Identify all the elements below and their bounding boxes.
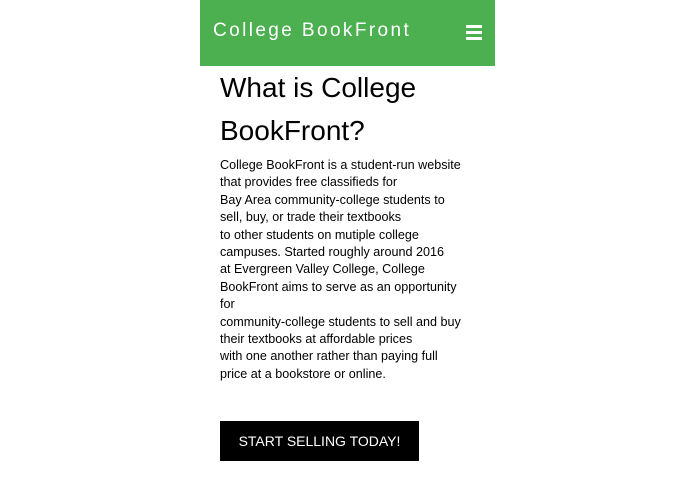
about-section <box>220 66 495 449</box>
description-line: that provides free classifieds for <box>220 175 398 190</box>
navbar <box>200 0 495 66</box>
brand-logo-link[interactable]: College BookFront <box>213 20 412 41</box>
description-line: price at a bookstore or online. <box>220 366 386 381</box>
description-line: BookFront aims to serve as an opportunity <box>220 279 457 294</box>
description <box>220 157 495 383</box>
description-line: sell, buy, or trade their textbooks <box>220 210 402 225</box>
page-title <box>220 66 495 152</box>
description-line: campuses. Started roughly around 2016 <box>220 245 445 260</box>
start-selling-button[interactable]: START SELLING TODAY! <box>220 421 419 461</box>
hamburger-icon[interactable] <box>466 25 482 40</box>
description-line: at Evergreen Valley College, College <box>220 262 425 277</box>
title-line: BookFront? <box>220 115 365 146</box>
page-column <box>200 0 495 449</box>
description-line: with one another rather than paying full <box>220 349 438 364</box>
description-line: community-college students to sell and buy <box>220 314 461 329</box>
description-line: for <box>220 297 235 312</box>
title-line: What is College <box>220 72 417 103</box>
description-line: their textbooks at affordable prices <box>220 332 413 347</box>
description-line: to other students on mutiple college <box>220 227 419 242</box>
description-line: College BookFront is a student-run website <box>220 158 461 172</box>
description-line: Bay Area community-college students to <box>220 192 445 207</box>
